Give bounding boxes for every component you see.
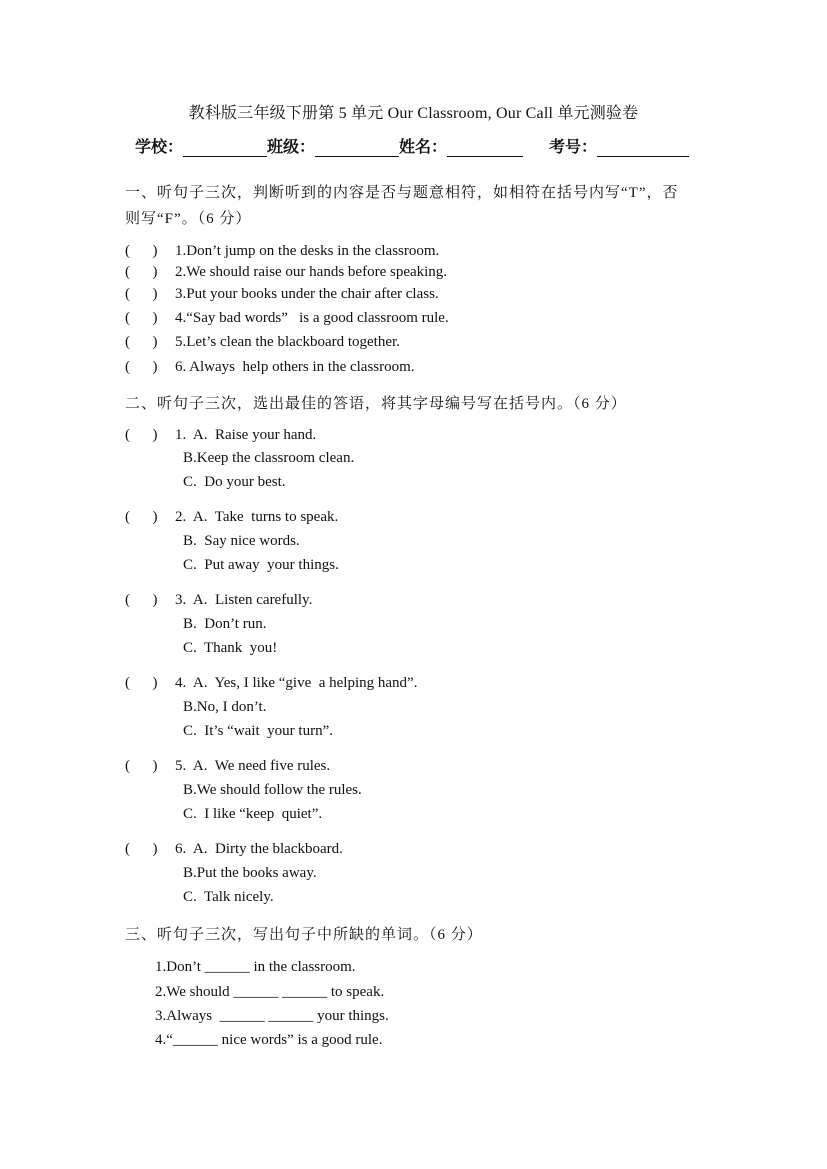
list-item [125,241,439,261]
option-a: 3. A. Listen carefully. [175,592,313,608]
option-c: C. Talk nicely. [183,889,274,905]
section2-heading: 二、听句子三次，选出最佳的答语，将其字母编号写在括号内。（6 分） [125,396,627,412]
question-line-a [125,425,316,445]
option-c: C. Do your best. [183,474,286,490]
section1-heading-line1: 一、听句子三次，判断听到的内容是否与题意相符，如相符在括号内写“T”，否 [125,185,679,201]
statement: 6. Always help others in the classroom. [175,359,415,375]
option-b: B.No, I don’t. [183,699,267,715]
statement: 1.Don’t jump on the desks in the classroom. [175,243,440,259]
fill-blank-item: 4.“______ nice words” is a good rule. [155,1032,383,1048]
answer-paren[interactable]: ( ) [125,334,158,350]
section3-heading: 三、听句子三次，写出句子中所缺的单词。（6 分） [125,927,483,943]
fill-blank-item: 2.We should ______ ______ to speak. [155,984,385,1000]
exam-title: 教科版三年级下册第 5 单元 Our Classroom, Our Call 单元测验卷 [188,105,639,122]
list-item [125,262,447,282]
option-a: 4. A. Yes, I like “give a helping hand”. [175,675,418,691]
question-line-a [125,590,312,610]
answer-paren[interactable]: ( ) [125,286,158,302]
option-a: 1. A. Raise your hand. [175,427,317,443]
option-b: B.We should follow the rules. [183,782,362,798]
answer-paren[interactable]: ( ) [125,243,158,259]
question-line-a [125,673,417,693]
answer-paren[interactable]: ( ) [125,264,158,280]
option-a: 6. A. Dirty the blackboard. [175,841,343,857]
class-label: 班级： [267,139,316,156]
name-blank[interactable] [447,138,523,157]
option-b: B. Say nice words. [183,533,300,549]
answer-paren[interactable]: ( ) [125,509,158,525]
option-c: C. I like “keep quiet”. [183,806,323,822]
answer-paren[interactable]: ( ) [125,427,158,443]
section1-heading [125,180,715,232]
option-b: B. Don’t run. [183,616,267,632]
class-blank[interactable] [315,138,399,157]
option-c: C. Thank you! [183,640,278,656]
exam-number-label: 考号： [549,139,598,156]
school-label: 学校： [135,139,184,156]
list-item [125,308,449,328]
list-item [125,284,439,304]
option-c: C. Put away your things. [183,557,339,573]
statement: 2.We should raise our hands before speaking. [175,264,448,280]
answer-paren[interactable]: ( ) [125,592,158,608]
option-a: 2. A. Take turns to speak. [175,509,339,525]
section1-heading-line2: 则写“F”。（6 分） [125,211,252,227]
question-line-a [125,839,343,859]
answer-paren[interactable]: ( ) [125,359,158,375]
list-item [125,332,400,352]
question-line-a [125,507,338,527]
option-b: B.Put the books away. [183,865,317,881]
answer-paren[interactable]: ( ) [125,310,158,326]
statement: 3.Put your books under the chair after class. [175,286,439,302]
name-label: 姓名： [399,139,448,156]
option-b: B.Keep the classroom clean. [183,450,355,466]
option-c: C. It’s “wait your turn”. [183,723,333,739]
option-a: 5. A. We need five rules. [175,758,331,774]
fill-blank-item: 3.Always ______ ______ your things. [155,1008,389,1024]
list-item [125,357,415,377]
question-line-a [125,756,330,776]
statement: 5.Let’s clean the blackboard together. [175,334,400,350]
fill-blank-item: 1.Don’t ______ in the classroom. [155,959,356,975]
school-blank[interactable] [183,138,267,157]
answer-paren[interactable]: ( ) [125,675,158,691]
statement: 4.“Say bad words” is a good classroom rule. [175,310,449,326]
student-info-row [135,134,689,157]
answer-paren[interactable]: ( ) [125,758,158,774]
answer-paren[interactable]: ( ) [125,841,158,857]
exam-number-blank[interactable] [597,138,689,157]
